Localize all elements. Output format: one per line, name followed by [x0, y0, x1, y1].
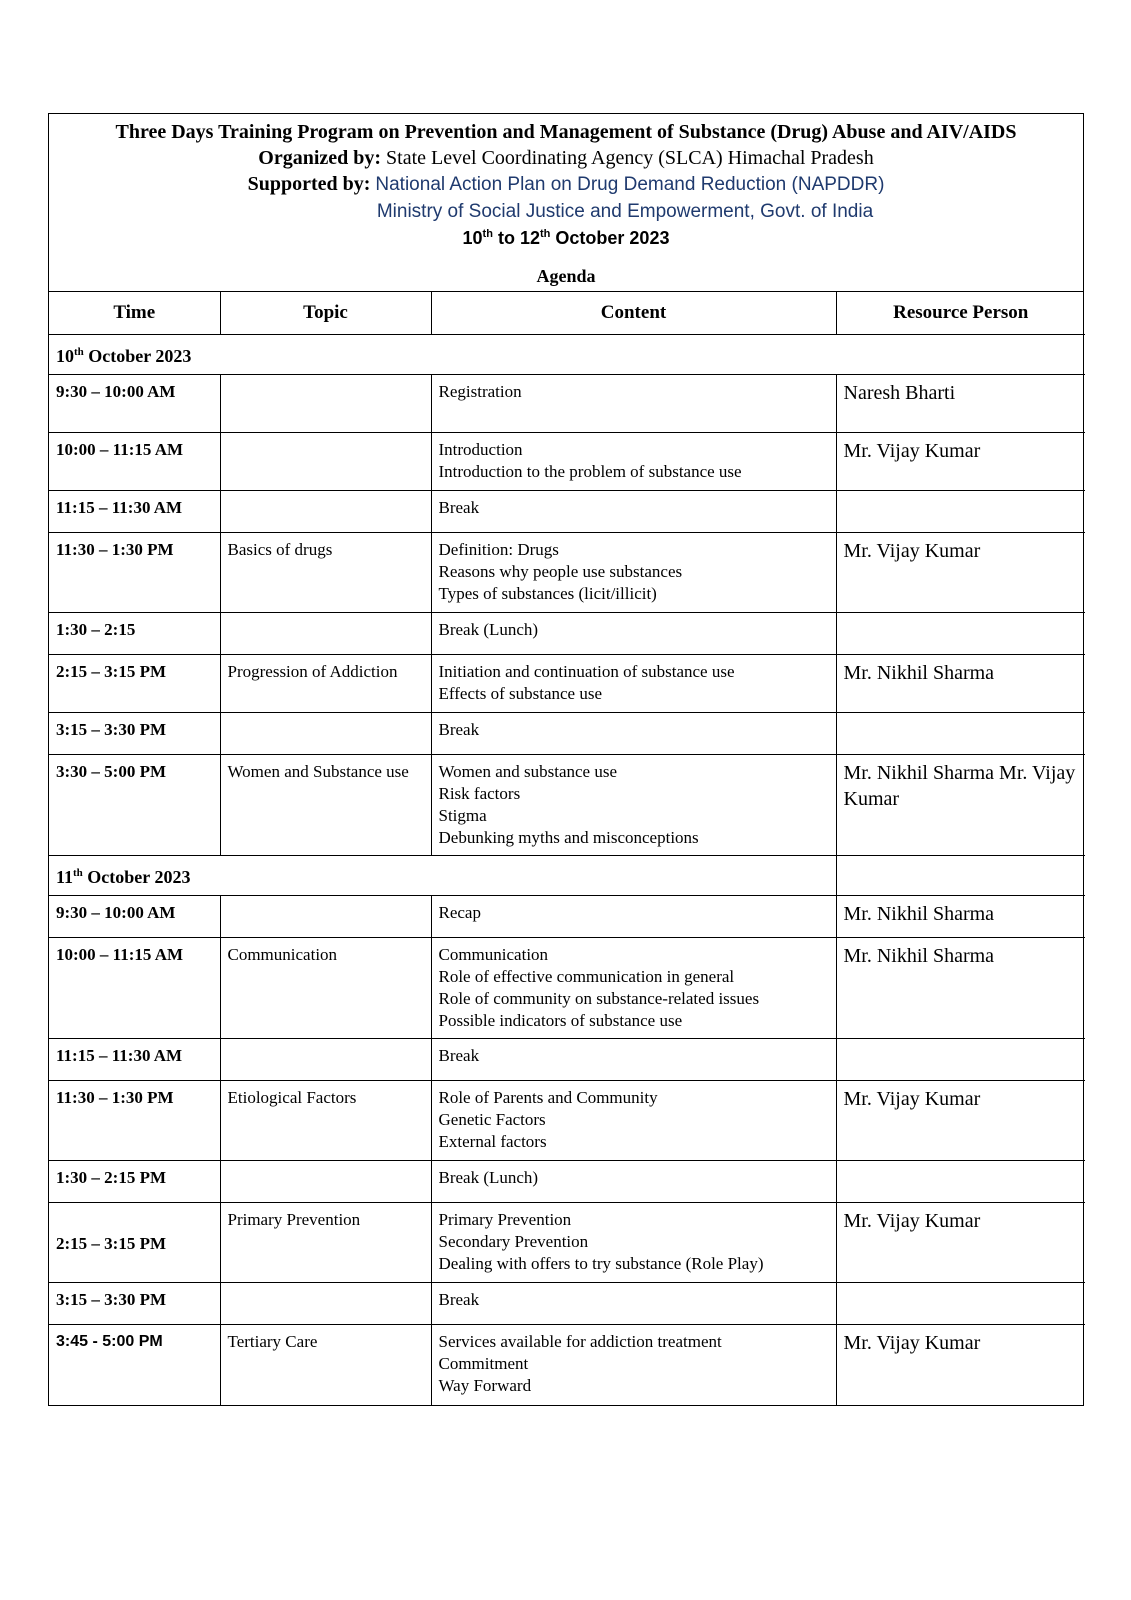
- day-number: 10: [56, 345, 74, 366]
- resource-person: [836, 713, 1085, 755]
- column-header-time: Time: [49, 292, 220, 335]
- table-row: [49, 491, 1085, 533]
- date-start-number: 10: [462, 228, 483, 248]
- session-topic: [220, 613, 431, 655]
- content-line: Risk factors: [438, 784, 521, 803]
- day-header-row: [49, 856, 1085, 896]
- supported-by-line: [57, 171, 1075, 198]
- session-content: [431, 938, 836, 1039]
- session-time: 3:15 – 3:30 PM: [49, 713, 220, 755]
- table-row: [49, 1039, 1085, 1081]
- table-row: [49, 1081, 1085, 1161]
- day-header-empty-cell: [836, 856, 1085, 896]
- session-time: 11:15 – 11:30 AM: [49, 1039, 220, 1081]
- column-header-content: Content: [431, 292, 836, 335]
- resource-person: Mr. Nikhil Sharma: [836, 938, 1085, 1039]
- resource-person: [836, 1039, 1085, 1081]
- session-time: 11:15 – 11:30 AM: [49, 491, 220, 533]
- content-line: Role of effective communication in general: [438, 967, 735, 986]
- column-header-resource-person: Resource Person: [836, 292, 1085, 335]
- content-line: Commitment: [438, 1354, 529, 1373]
- session-topic: [220, 433, 431, 491]
- content-line: Stigma: [438, 806, 487, 825]
- session-topic: Basics of drugs: [220, 533, 431, 613]
- agenda-heading: Agenda: [536, 266, 596, 286]
- program-title: Three Days Training Program on Prevention and Management of Substance (Drug) Abuse and AIV/AIDS: [115, 121, 1017, 143]
- session-content: [431, 613, 836, 655]
- resource-person: Mr. Vijay Kumar: [836, 433, 1085, 491]
- content-line: Possible indicators of substance use: [438, 1011, 683, 1030]
- content-line: Recap: [438, 903, 481, 922]
- table-row: [49, 1203, 1085, 1283]
- content-line: Definition: Drugs: [438, 540, 559, 559]
- date-end-text: October 2023: [555, 228, 670, 248]
- session-content: [431, 1161, 836, 1203]
- ministry-name: Ministry of Social Justice and Empowerment, Govt. of India: [376, 201, 874, 222]
- table-row: [49, 433, 1085, 491]
- session-topic: [220, 491, 431, 533]
- session-time: 9:30 – 10:00 AM: [49, 375, 220, 433]
- session-content: [431, 1203, 836, 1283]
- table-row: [49, 713, 1085, 755]
- content-line: Break (Lunch): [438, 1168, 539, 1187]
- session-topic: Tertiary Care: [220, 1325, 431, 1405]
- session-time: 1:30 – 2:15: [49, 613, 220, 655]
- resource-person: [836, 613, 1085, 655]
- content-line: Reasons why people use substances: [438, 562, 683, 581]
- day-header: [49, 335, 1085, 375]
- session-time: 11:30 – 1:30 PM: [49, 1081, 220, 1161]
- agenda-document: [48, 113, 1084, 1406]
- session-content: [431, 713, 836, 755]
- date-end-number: 12: [519, 228, 540, 248]
- session-topic: [220, 1039, 431, 1081]
- session-time: 11:30 – 1:30 PM: [49, 533, 220, 613]
- program-dates: [57, 225, 1075, 251]
- session-time: 2:15 – 3:15 PM: [49, 655, 220, 713]
- session-content: [431, 655, 836, 713]
- session-time: 3:30 – 5:00 PM: [49, 755, 220, 856]
- date-end-suffix: th: [540, 228, 551, 240]
- content-line: Effects of substance use: [438, 684, 602, 703]
- supported-by-label: Supported by:: [247, 173, 371, 195]
- content-line: External factors: [438, 1132, 547, 1151]
- resource-person: Mr. Vijay Kumar: [836, 1081, 1085, 1161]
- resource-person: Naresh Bharti: [836, 375, 1085, 433]
- content-line: Communication: [438, 945, 549, 964]
- session-time: 3:45 - 5:00 PM: [49, 1325, 220, 1405]
- resource-person: Mr. Nikhil Sharma Mr. Vijay Kumar: [836, 755, 1085, 856]
- session-content: [431, 755, 836, 856]
- resource-person: [836, 1161, 1085, 1203]
- document-header: [49, 114, 1083, 292]
- resource-person: Mr. Vijay Kumar: [836, 533, 1085, 613]
- session-topic: Communication: [220, 938, 431, 1039]
- session-topic: [220, 713, 431, 755]
- content-line: Break: [438, 1046, 480, 1065]
- resource-person: [836, 491, 1085, 533]
- organized-by-line: [57, 145, 1075, 171]
- date-start-suffix: th: [482, 228, 493, 240]
- content-line: Types of substances (licit/illicit): [438, 584, 657, 603]
- session-topic: Women and Substance use: [220, 755, 431, 856]
- content-line: Break: [438, 720, 480, 739]
- agenda-table: [49, 292, 1085, 1405]
- day-month-year: October 2023: [88, 345, 192, 366]
- table-row: [49, 613, 1085, 655]
- session-time: 10:00 – 11:15 AM: [49, 938, 220, 1039]
- session-content: [431, 1039, 836, 1081]
- content-line: Secondary Prevention: [438, 1232, 589, 1251]
- session-topic: [220, 375, 431, 433]
- day-header-row: [49, 335, 1085, 375]
- table-row: [49, 755, 1085, 856]
- day-suffix: th: [73, 866, 83, 879]
- session-topic: Progression of Addiction: [220, 655, 431, 713]
- content-line: Break: [438, 498, 480, 517]
- table-row: [49, 1161, 1085, 1203]
- content-line: Break (Lunch): [438, 620, 539, 639]
- supported-by-value: National Action Plan on Drug Demand Reduction (NAPDDR): [375, 174, 885, 195]
- session-content: [431, 1325, 836, 1405]
- session-topic: [220, 1161, 431, 1203]
- table-header-row: [49, 292, 1085, 335]
- content-line: Women and substance use: [438, 762, 617, 781]
- session-content: [431, 1081, 836, 1161]
- organized-by-label: Organized by:: [258, 147, 382, 169]
- content-line: Introduction: [438, 440, 523, 459]
- content-line: Dealing with offers to try substance (Role Play): [438, 1254, 764, 1273]
- resource-person: Mr. Vijay Kumar: [836, 1203, 1085, 1283]
- day-header: [49, 856, 836, 896]
- resource-person: Mr. Nikhil Sharma: [836, 896, 1085, 938]
- content-line: Primary Prevention: [438, 1210, 572, 1229]
- session-time: 3:15 – 3:30 PM: [49, 1283, 220, 1325]
- resource-person: Mr. Nikhil Sharma: [836, 655, 1085, 713]
- content-line: Services available for addiction treatment: [438, 1332, 722, 1351]
- resource-person: Mr. Vijay Kumar: [836, 1325, 1085, 1405]
- day-number: 11: [56, 866, 74, 887]
- table-row: [49, 533, 1085, 613]
- table-row: [49, 938, 1085, 1039]
- resource-person: [836, 1283, 1085, 1325]
- session-topic: [220, 896, 431, 938]
- content-line: Role of community on substance-related issues: [438, 989, 760, 1008]
- column-header-topic: Topic: [220, 292, 431, 335]
- session-content: [431, 533, 836, 613]
- session-content: [431, 896, 836, 938]
- organized-by-value: State Level Coordinating Agency (SLCA) Himachal Pradesh: [386, 147, 874, 169]
- session-content: [431, 1283, 836, 1325]
- session-topic: [220, 1283, 431, 1325]
- content-line: Way Forward: [438, 1376, 532, 1395]
- table-row: [49, 375, 1085, 433]
- content-line: Debunking myths and misconceptions: [438, 828, 699, 847]
- session-topic: Primary Prevention: [220, 1203, 431, 1283]
- session-topic: Etiological Factors: [220, 1081, 431, 1161]
- session-content: [431, 491, 836, 533]
- content-line: Genetic Factors: [438, 1110, 546, 1129]
- content-line: Introduction to the problem of substance use: [438, 462, 742, 481]
- session-time: 10:00 – 11:15 AM: [49, 433, 220, 491]
- content-line: Registration: [438, 382, 522, 401]
- session-time: 9:30 – 10:00 AM: [49, 896, 220, 938]
- content-line: Initiation and continuation of substance use: [438, 662, 735, 681]
- table-row: [49, 896, 1085, 938]
- day-suffix: th: [74, 345, 84, 358]
- table-row: [49, 655, 1085, 713]
- content-line: Role of Parents and Community: [438, 1088, 658, 1107]
- table-row: [49, 1283, 1085, 1325]
- session-content: [431, 433, 836, 491]
- session-time: 2:15 – 3:15 PM: [49, 1203, 220, 1283]
- ministry-line: [57, 198, 1075, 225]
- date-to: to: [497, 228, 515, 248]
- session-content: [431, 375, 836, 433]
- session-time: 1:30 – 2:15 PM: [49, 1161, 220, 1203]
- table-row: [49, 1325, 1085, 1405]
- day-month-year: October 2023: [87, 866, 191, 887]
- content-line: Break: [438, 1290, 480, 1309]
